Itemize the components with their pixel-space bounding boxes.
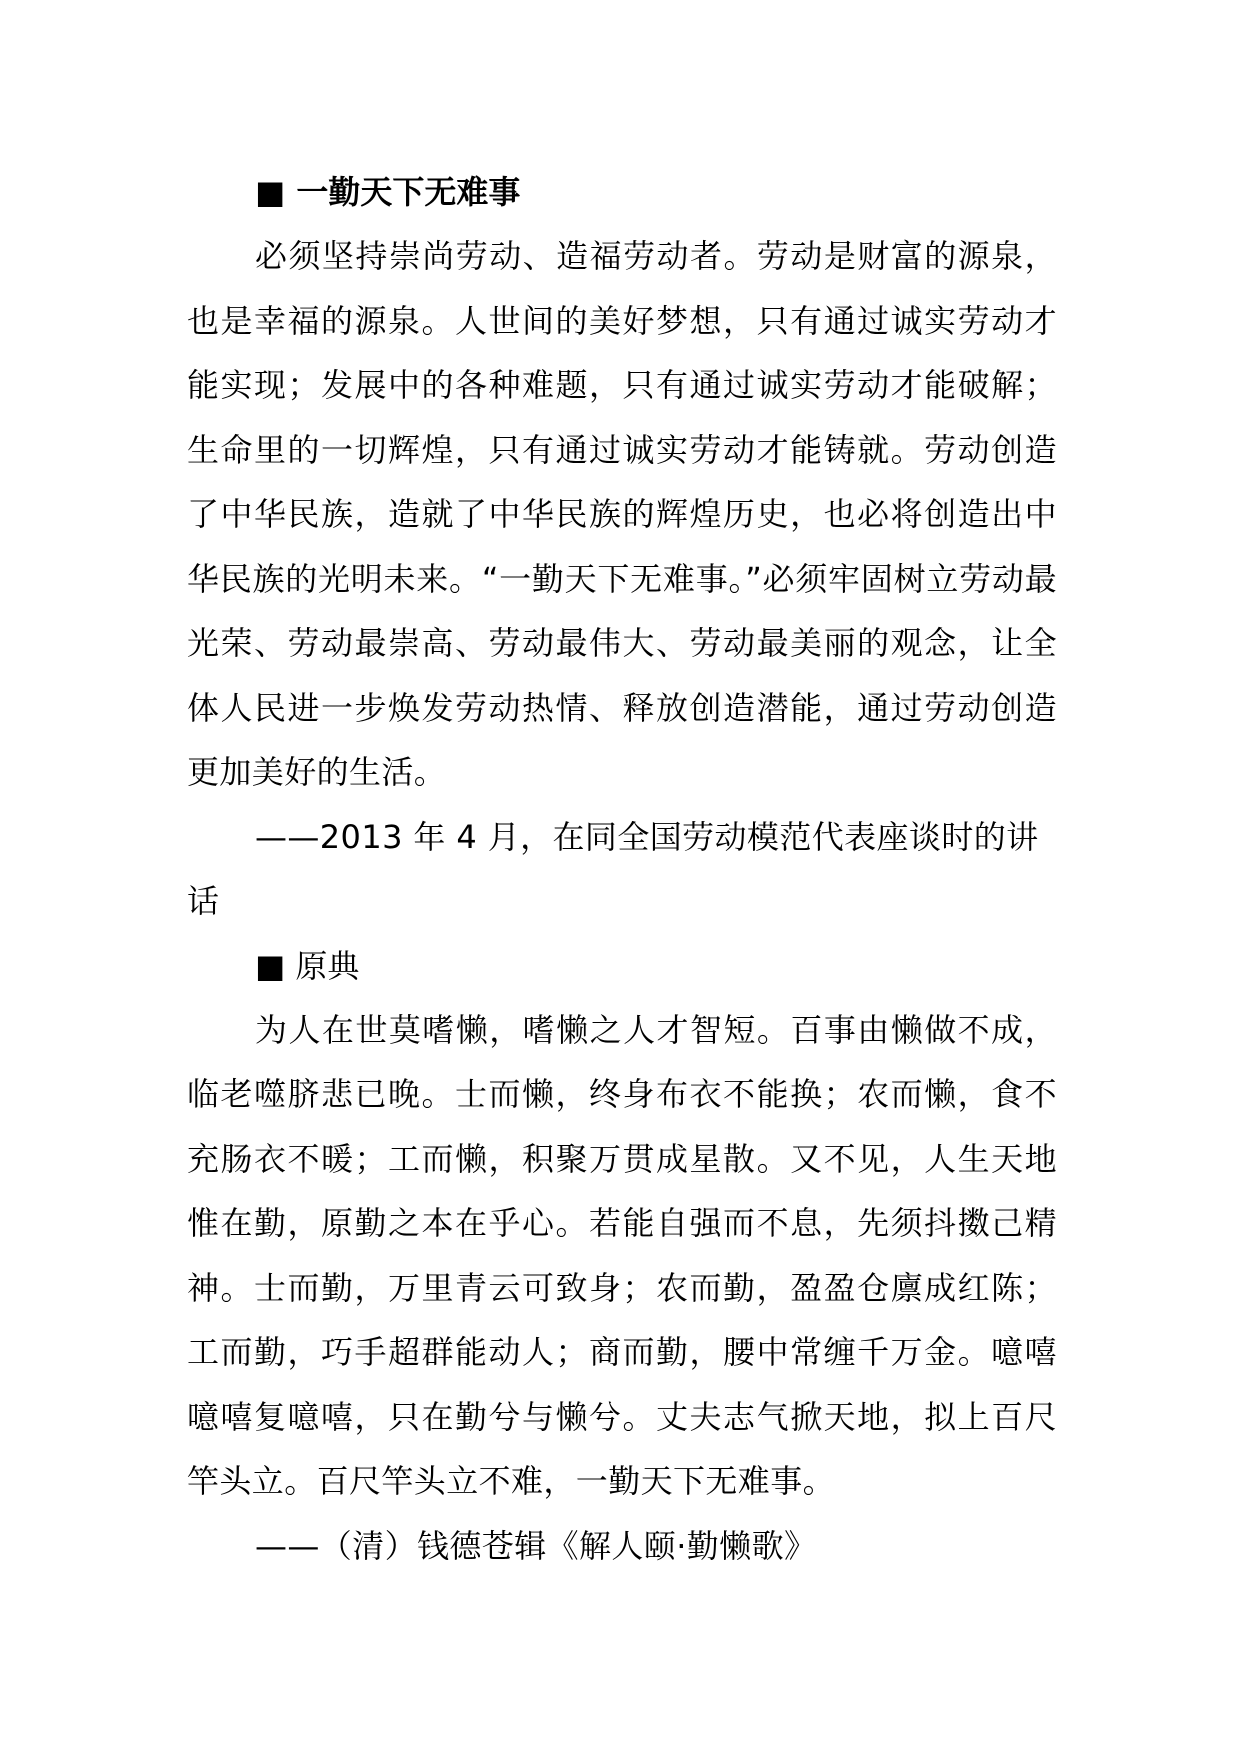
- source-attribution: ——2013 年 4 月，在同全国劳动模范代表座谈时的讲话: [187, 817, 1039, 920]
- classic-source-attribution: ——（清）钱德苍辑《解人颐·勤懒歌》: [255, 1526, 817, 1565]
- document-body: [187, 160, 1057, 1578]
- section-heading-yuandian: ■ 原典: [255, 946, 360, 985]
- section-heading-qinlan: ■ 一勤天下无难事: [255, 173, 521, 211]
- body-paragraph: 必须坚持崇尚劳动、造福劳动者。劳动是财富的源泉，也是幸福的源泉。人世间的美好梦想，只有通过诚实劳动才能实现；发展中的各种难题，只有通过诚实劳动才能破解；生命里的一切辉煌，只有通过诚实劳动才能铸就。劳动创造了中华民族，造就了中华民族的辉煌历史，也必将创造出中华民族的光明未来。“一勤天下无难事。”必须牢固树立劳动最光荣、劳动最崇高、劳动最伟大、劳动最美丽的观念，让全体人民进一步焕发劳动热情、释放创造潜能，通过劳动创造更加美好的生活。: [187, 237, 1057, 791]
- classic-text-paragraph: 为人在世莫嗜懒，嗜懒之人才智短。百事由懒做不成，临老噬脐悲已晚。士而懒，终身布衣不能换；农而懒，食不充肠衣不暖；工而懒，积聚万贯成星散。又不见，人生天地惟在勤，原勤之本在乎心。若能自强而不息，先须抖擞己精神。士而勤，万里青云可致身；农而勤，盈盈仓廪成红陈；工而勤，巧手超群能动人；商而勤，腰中常缠千万金。噫嘻噫嘻复噫嘻，只在勤兮与懒兮。丈夫志气掀天地，拟上百尺竿头立。百尺竿头立不难，一勤天下无难事。: [187, 1010, 1057, 1500]
